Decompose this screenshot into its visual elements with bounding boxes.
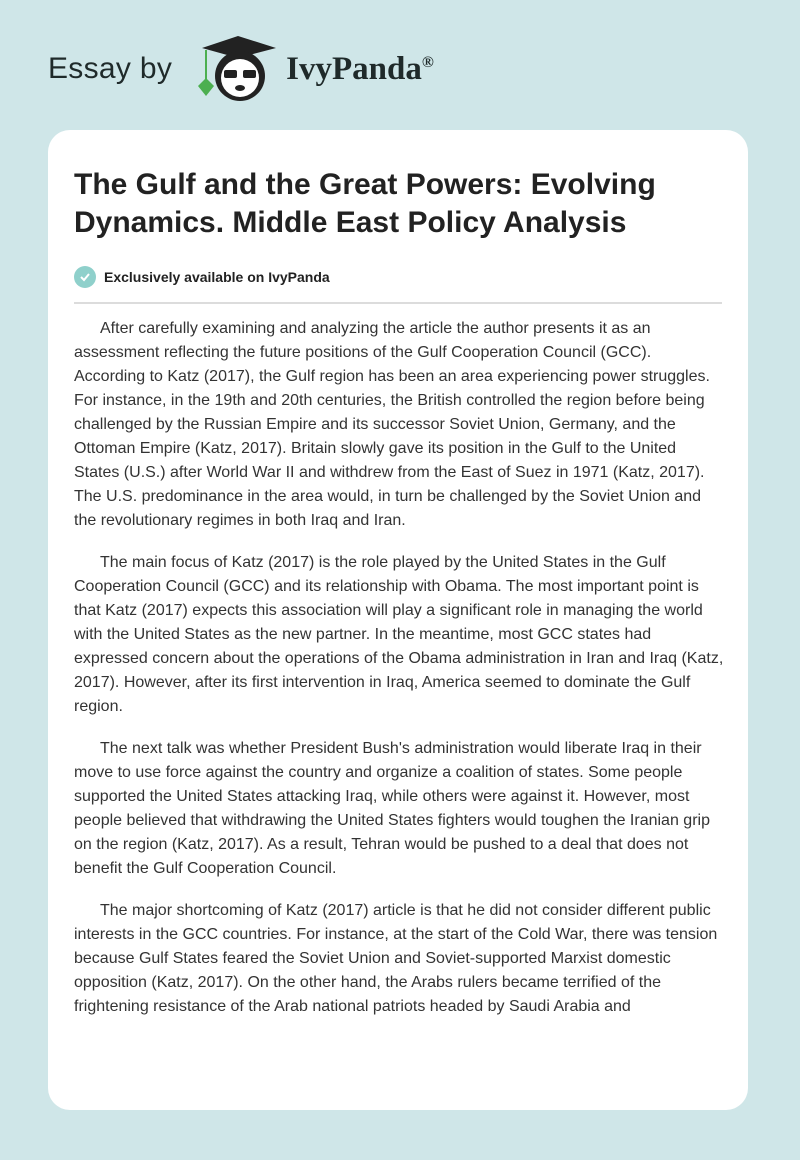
- registered-mark: ®: [421, 53, 434, 71]
- essay-body: [74, 317, 724, 1037]
- essay-title: The Gulf and the Great Powers: Evolving Dynamics. Middle East Policy Analysis: [74, 168, 656, 239]
- exclusive-badge: [74, 266, 330, 288]
- brand-name[interactable]: [286, 51, 434, 88]
- site-header: [48, 34, 434, 104]
- paragraph: The major shortcoming of Katz (2017) article is that he did not consider different public interests in the GCC countries. For instance, at the start of the Cold War, there was tension because Gulf States feared the Soviet Union and Soviet-supported Marxist domestic opposition (Katz, 2017). On the other hand, the Arabs rulers became terrified of the frightening resistance of the Arab national patriots headed by Saudi Arabia and: [74, 902, 718, 1015]
- paragraph: The main focus of Katz (2017) is the role played by the United States in the Gulf Cooperation Council (GCC) and its relationship with Obama. The most important point is that Katz (2017) expects this association will play a significant role in managing the world with the United States as the new partner. In the meantime, most GCC states had expressed concern about the operations of the Obama administration in Iran and Iraq (Katz, 2017). However, after its first intervention in Iraq, America seemed to dominate the Gulf region.: [74, 554, 724, 715]
- divider: [74, 302, 722, 304]
- paragraph: The next talk was whether President Bush's administration would liberate Iraq in their move to use force against the country and organize a coalition of states. Some people supported the United States attacking Iraq, while others were against it. However, most people believed that withdrawing the United States fighters would toughen the Iranian grip on the region (Katz, 2017). As a result, Tehran would be pushed to a deal that does not benefit the Gulf Cooperation Council.: [74, 740, 710, 877]
- paragraph: After carefully examining and analyzing the article the author presents it as an assessment reflecting the future positions of the Gulf Cooperation Council (GCC). According to Katz (2017), the Gulf region has been an area experiencing power struggles. For instance, in the 19th and 20th centuries, the British controlled the region before being challenged by the Russian Empire and its successor Soviet Union, Germany, and the Ottoman Empire (Katz, 2017). Britain slowly gave its position in the Gulf to the United States (U.S.) after World War II and withdrew from the East of Suez in 1971 (Katz, 2017). The U.S. predominance in the area would, in turn be challenged by the Soviet Union and the revolutionary regimes in both Iraq and Iran.: [74, 320, 710, 529]
- ivypanda-logo-icon[interactable]: [192, 34, 278, 104]
- essay-card: [48, 130, 748, 1110]
- check-icon: [74, 266, 96, 288]
- brand-text: IvyPanda: [286, 50, 422, 87]
- badge-text: Exclusively available on IvyPanda: [104, 269, 330, 285]
- essay-by-label: Essay by: [48, 52, 173, 85]
